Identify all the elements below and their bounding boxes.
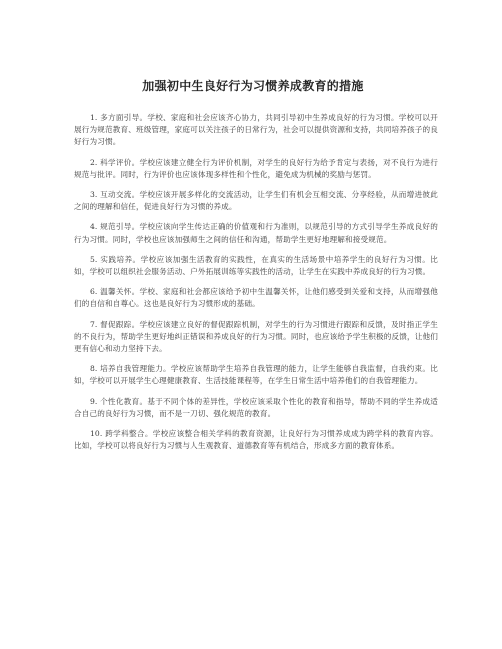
document-title: 加强初中生良好行为习惯养成教育的措施 [142,79,364,93]
paragraph-2: 2. 科学评价。学校应该建立健全行为评价机制，对学生的良好行为给予肯定与表扬，对不良行为进行规范与批评。同时，行为评价也应该体现多样性和个性化，避免成为机械的奖励与惩罚。 [74,157,438,179]
document-body [74,112,438,452]
paragraph-1: 1. 多方面引导。学校、家庭和社会应该齐心协力，共同引导初中生养成良好的行为习惯。学校可以开展行为规范教育、班级管理，家庭可以关注孩子的日常行为，社会可以提供资源和支持，共同培养孩子的良好行为习惯。 [74,113,438,147]
paragraph-10: 10. 跨学科整合。学校应该整合相关学科的教育资源，让良好行为习惯养成成为跨学科的教育内容。比如，学校可以将良好行为习惯与人生观教育、道德教育等有机结合，形成多方面的教育体系。 [74,429,438,451]
paragraph-6: 6. 温馨关怀。学校、家庭和社会都应该给予初中生温馨关怀，让他们感受到关爱和支持，从而增强他们的自信和自尊心。这也是良好行为习惯形成的基础。 [74,287,438,309]
paragraph-9: 9. 个性化教育。基于不同个体的差异性，学校应该采取个性化的教育和指导，帮助不同的学生养成适合自己的良好行为习惯，而不是一刀切、强化规范的教育。 [74,396,438,418]
paragraph-5: 5. 实践培养。学校应该加强生活教育的实践性，在真实的生活场景中培养学生的良好行为习惯。比如，学校可以组织社会服务活动、户外拓展训练等实践性的活动，让学生在实践中养成良好的行为习惯。 [74,254,438,277]
paragraph-7: 7. 督促跟踪。学校应该建立良好的督促跟踪机制，对学生的行为习惯进行跟踪和反馈，及时指正学生的不良行为，帮助学生更好地纠正错误和养成良好的行为习惯。同时，也应该给予学生积极的反馈，让他们更有信心和动力坚持下去。 [74,319,438,354]
paragraph-3: 3. 互动交流。学校应该开展多样化的交流活动，让学生们有机会互相交流、分享经验，从而增进彼此之间的理解和信任，促进良好行为习惯的养成。 [74,190,438,212]
paragraph-4: 4. 规范引导。学校应该向学生传达正确的价值观和行为准则，以规范引导的方式引导学生养成良好的行为习惯。同时，学校也应该加强师生之间的信任和沟通，帮助学生更好地理解和接受规范。 [74,222,438,244]
paragraph-8: 8. 培养自我管理能力。学校应该帮助学生培养自我管理的能力，让学生能够自我监督，自我约束。比如，学校可以开展学生心理健康教育、生活技能课程等，在学生日常生活中培养他们的自我管理能力。 [74,364,438,386]
